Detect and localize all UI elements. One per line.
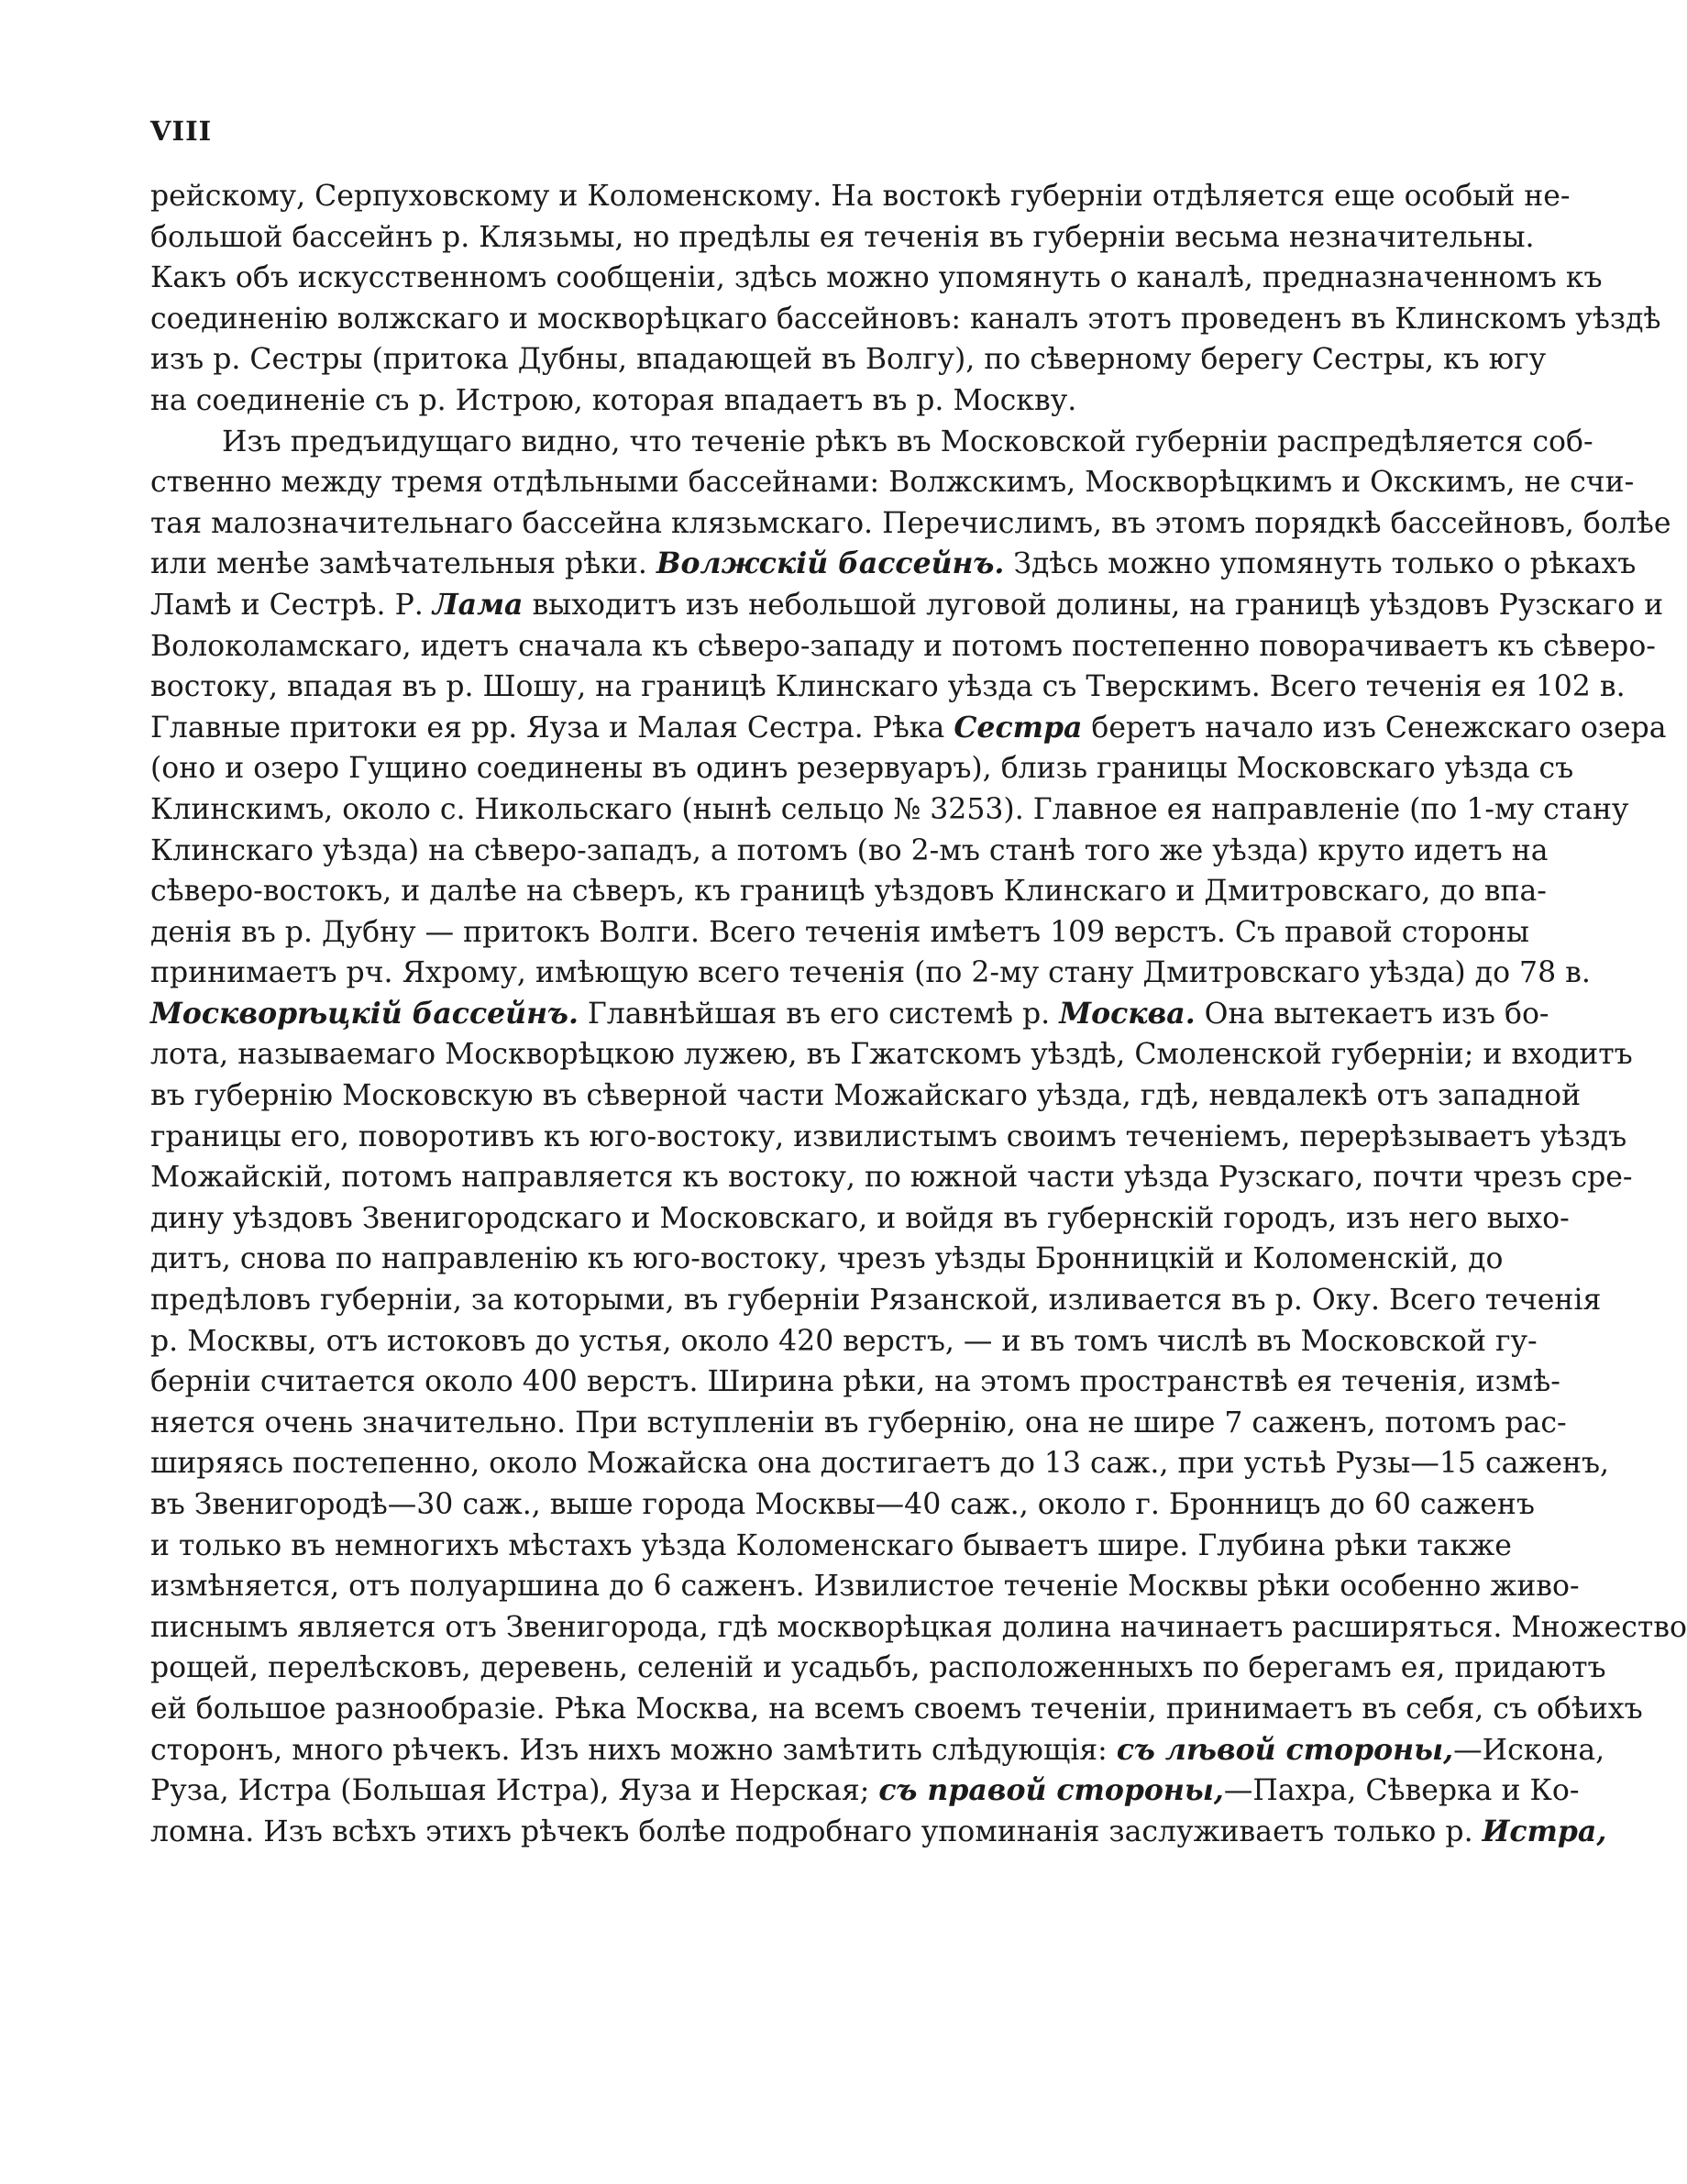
text-segment: Руза, Истра (Большая Истра), Яуза и Нерская;: [150, 1774, 879, 1808]
emphasized-term: съ правой стороны,: [878, 1773, 1224, 1808]
text-segment: рейскому, Серпуховскому и Коломенскому. На востокѣ губерніи отдѣляется еще особый не-: [150, 180, 1571, 213]
text-segment: —Искона,: [1453, 1733, 1605, 1767]
text-segment: Главнѣйшая въ его системѣ р.: [578, 997, 1060, 1031]
text-line: [150, 1321, 1538, 1362]
text-line: [150, 462, 1635, 503]
text-segment: Волоколамскаго, идетъ сначала къ сѣверо-западу и потомъ постепенно поворачиваетъ къ сѣверо-: [150, 629, 1656, 663]
text-line: [150, 217, 1535, 259]
text-segment: Здѣсь можно упомянуть только о рѣкахъ: [1004, 547, 1637, 581]
text-segment: ломна. Изъ всѣхъ этихъ рѣчекъ болѣе подробнаго упоминанія заслуживаетъ только р.: [150, 1814, 1483, 1848]
text-segment: берніи считается около 400 верстъ. Ширина рѣки, на этомъ пространствѣ ея теченія, измѣ-: [150, 1365, 1560, 1399]
text-segment: Изъ предъидущаго видно, что теченіе рѣкъ въ Московской губерніи распредѣляется соб-: [222, 425, 1593, 458]
text-segment: востоку, впадая въ р. Шошу, на границѣ Клинскаго уѣзда съ Тверскимъ. Всего теченія ея 102 в.: [150, 670, 1626, 704]
emphasized-term: Волжскій бассейнъ.: [656, 546, 1005, 581]
text-segment: Клинскаго уѣзда) на сѣверо-западъ, а потомъ (во 2-мъ станѣ того же уѣзда) круто идетъ на: [150, 833, 1549, 867]
text-segment: ственно между тремя отдѣльными бассейнами: Волжскимъ, Москворѣцкимъ и Окскимъ, не счи-: [150, 466, 1635, 500]
text-body: [150, 176, 1687, 1852]
text-segment: ширяясь постепенно, около Можайска она достигаетъ до 13 саж., при устьѣ Рузы—15 саженъ,: [150, 1447, 1610, 1481]
text-segment: принимаетъ рч. Яхрому, имѣющую всего теченія (по 2-му стану Дмитровскаго уѣзда) до 78 в.: [150, 956, 1591, 990]
text-line: [150, 381, 1386, 422]
paragraph: [150, 176, 1661, 422]
text-segment: границы его, поворотивъ къ юго-востоку, извилистымъ своимъ теченіемъ, перерѣзываетъ уѣздъ: [150, 1120, 1627, 1153]
text-segment: беретъ начало изъ Сенежскаго озера: [1082, 711, 1667, 745]
text-line: [150, 1034, 1633, 1075]
text-line: [150, 1607, 1687, 1649]
text-line: [150, 831, 1549, 872]
text-line: [150, 1648, 1606, 1689]
text-line: [150, 1280, 1602, 1321]
text-segment: изъ р. Сестры (притока Дубны, впадающей въ Волгу), по сѣверному берегу Сестры, къ югу: [150, 343, 1547, 377]
text-segment: денія въ р. Дубну — притокъ Волги. Всего теченія имѣетъ 109 верстъ. Съ правой стороны: [150, 915, 1529, 949]
emphasized-term: Истра,: [1482, 1814, 1607, 1848]
text-line: [150, 585, 1664, 626]
text-line: [150, 339, 1547, 381]
text-segment: въ Звенигородѣ—30 саж., выше города Москвы—40 саж., около г. Бронницъ до 60 саженъ: [150, 1488, 1535, 1521]
text-line: [150, 503, 1671, 545]
text-segment: няется очень значительно. При вступленіи въ губернію, она не шире 7 саженъ, потомъ рас-: [150, 1406, 1567, 1439]
text-line: [150, 626, 1656, 667]
text-segment: сторонъ, много рѣчекъ. Изъ нихъ можно замѣтить слѣдующія:: [150, 1733, 1117, 1767]
page-number: VIII: [150, 116, 213, 147]
text-line: [150, 1770, 1580, 1812]
text-line: [150, 299, 1661, 340]
text-segment: (оно и озеро Гущино соединены въ одинъ резервуаръ), близь границы Московскаго уѣзда съ: [150, 752, 1574, 786]
text-segment: выходитъ изъ небольшой луговой долины, на границѣ уѣздовъ Рузскаго и: [523, 588, 1664, 622]
text-segment: измѣняется, отъ полуаршина до 6 саженъ. Извилистое теченіе Москвы рѣки особенно живо-: [150, 1570, 1580, 1604]
emphasized-term: Лама: [432, 587, 524, 622]
text-line: [150, 1362, 1560, 1403]
text-segment: ей большое разнообразіе. Рѣка Москва, на всемъ своемъ теченіи, принимаетъ въ себя, съ обѣихъ: [150, 1692, 1643, 1726]
emphasized-term: Москва.: [1059, 996, 1196, 1031]
text-line: [150, 1812, 1607, 1853]
text-line: [150, 1443, 1610, 1484]
text-line: [150, 544, 1637, 585]
emphasized-term: съ лѣвой стороны,: [1116, 1732, 1454, 1767]
text-line: [150, 1157, 1633, 1198]
text-line: [150, 1526, 1512, 1567]
text-segment: предѣловъ губерніи, за которыми, въ губерніи Рязанской, изливается въ р. Оку. Всего теченія: [150, 1284, 1602, 1318]
text-segment: Какъ объ искусственномъ сообщеніи, здѣсь можно упомянуть о каналѣ, предназначенномъ къ: [150, 261, 1603, 295]
text-segment: и только въ немногихъ мѣстахъ уѣзда Коломенскаго бываетъ шире. Глубина рѣки также: [150, 1528, 1512, 1562]
text-line: [150, 1239, 1504, 1280]
emphasized-term: Сестра: [954, 710, 1083, 745]
text-line: [150, 1730, 1605, 1771]
text-line: [150, 1117, 1627, 1158]
text-line: [150, 748, 1574, 789]
text-segment: Она вытекаетъ изъ бо-: [1195, 997, 1549, 1031]
text-segment: или менѣе замѣчательныя рѣки.: [150, 547, 656, 581]
text-segment: Ламѣ и Сестрѣ. Р.: [150, 588, 433, 622]
text-segment: р. Москвы, отъ истоковъ до устья, около 420 верстъ, — и въ томъ числѣ въ Московской гу-: [150, 1324, 1538, 1358]
paragraph: [150, 422, 1687, 1853]
text-line: [150, 422, 1593, 463]
text-line: [150, 1484, 1535, 1526]
text-line: [150, 1075, 1582, 1117]
text-line: [150, 953, 1591, 994]
text-line: [150, 994, 1549, 1035]
text-line: [150, 871, 1547, 912]
text-segment: писнымъ является отъ Звенигорода, гдѣ москворѣцкая долина начинаетъ расширяться. Множество: [150, 1610, 1687, 1644]
text-segment: въ губернію Московскую въ сѣверной части Можайскаго уѣзда, гдѣ, невдалекѣ отъ западной: [150, 1079, 1582, 1113]
text-line: [150, 1403, 1567, 1444]
text-line: [150, 1198, 1570, 1240]
text-segment: рощей, перелѣсковъ, деревень, селеній и усадьбъ, расположенныхъ по берегамъ ея, придаютъ: [150, 1651, 1606, 1685]
text-line: [150, 1689, 1643, 1730]
text-segment: тая малозначительнаго бассейна клязьмскаго. Перечислимъ, въ этомъ порядкѣ бассейновъ, болѣе: [150, 506, 1671, 540]
text-segment: соединенію волжскаго и москворѣцкаго бассейновъ: каналъ этотъ проведенъ въ Клинскомъ уѣздѣ: [150, 302, 1661, 336]
text-segment: большой бассейнъ р. Клязьмы, но предѣлы ея теченія въ губерніи весьма незначительны.: [150, 220, 1535, 254]
text-segment: дитъ, снова по направленію къ юго-востоку, чрезъ уѣзды Бронницкій и Коломенскій, до: [150, 1242, 1504, 1276]
text-segment: лота, называемаго Москворѣцкою лужею, въ Гжатскомъ уѣздѣ, Смоленской губерніи; и входитъ: [150, 1038, 1633, 1072]
text-line: [150, 667, 1626, 708]
text-segment: дину уѣздовъ Звенигородскаго и Московскаго, и войдя въ губернскій городъ, изъ него выхо-: [150, 1201, 1570, 1235]
text-segment: на соединеніе съ р. Истрою, которая впадаетъ въ р. Москву.: [150, 383, 1077, 417]
text-segment: Можайскій, потомъ направляется къ востоку, по южной части уѣзда Рузскаго, почти чрезъ сре-: [150, 1161, 1633, 1195]
text-segment: Клинскимъ, около с. Никольскаго (нынѣ сельцо № 3253). Главное ея направленіе (по 1-му стану: [150, 792, 1629, 826]
text-line: [150, 912, 1529, 954]
emphasized-term: Москворѣцкій бассейнъ.: [150, 996, 579, 1031]
text-segment: сѣверо-востокъ, и далѣе на сѣверъ, къ границѣ уѣздовъ Клинскаго и Дмитровскаго, до впа-: [150, 875, 1547, 909]
text-line: [150, 176, 1571, 217]
text-segment: Главные притоки ея рр. Яуза и Малая Сестра. Рѣка: [150, 711, 954, 745]
text-line: [150, 1566, 1580, 1607]
text-line: [150, 258, 1603, 299]
text-segment: —Пахра, Сѣверка и Ко-: [1223, 1774, 1580, 1808]
text-line: [150, 708, 1667, 749]
text-line: [150, 789, 1629, 831]
